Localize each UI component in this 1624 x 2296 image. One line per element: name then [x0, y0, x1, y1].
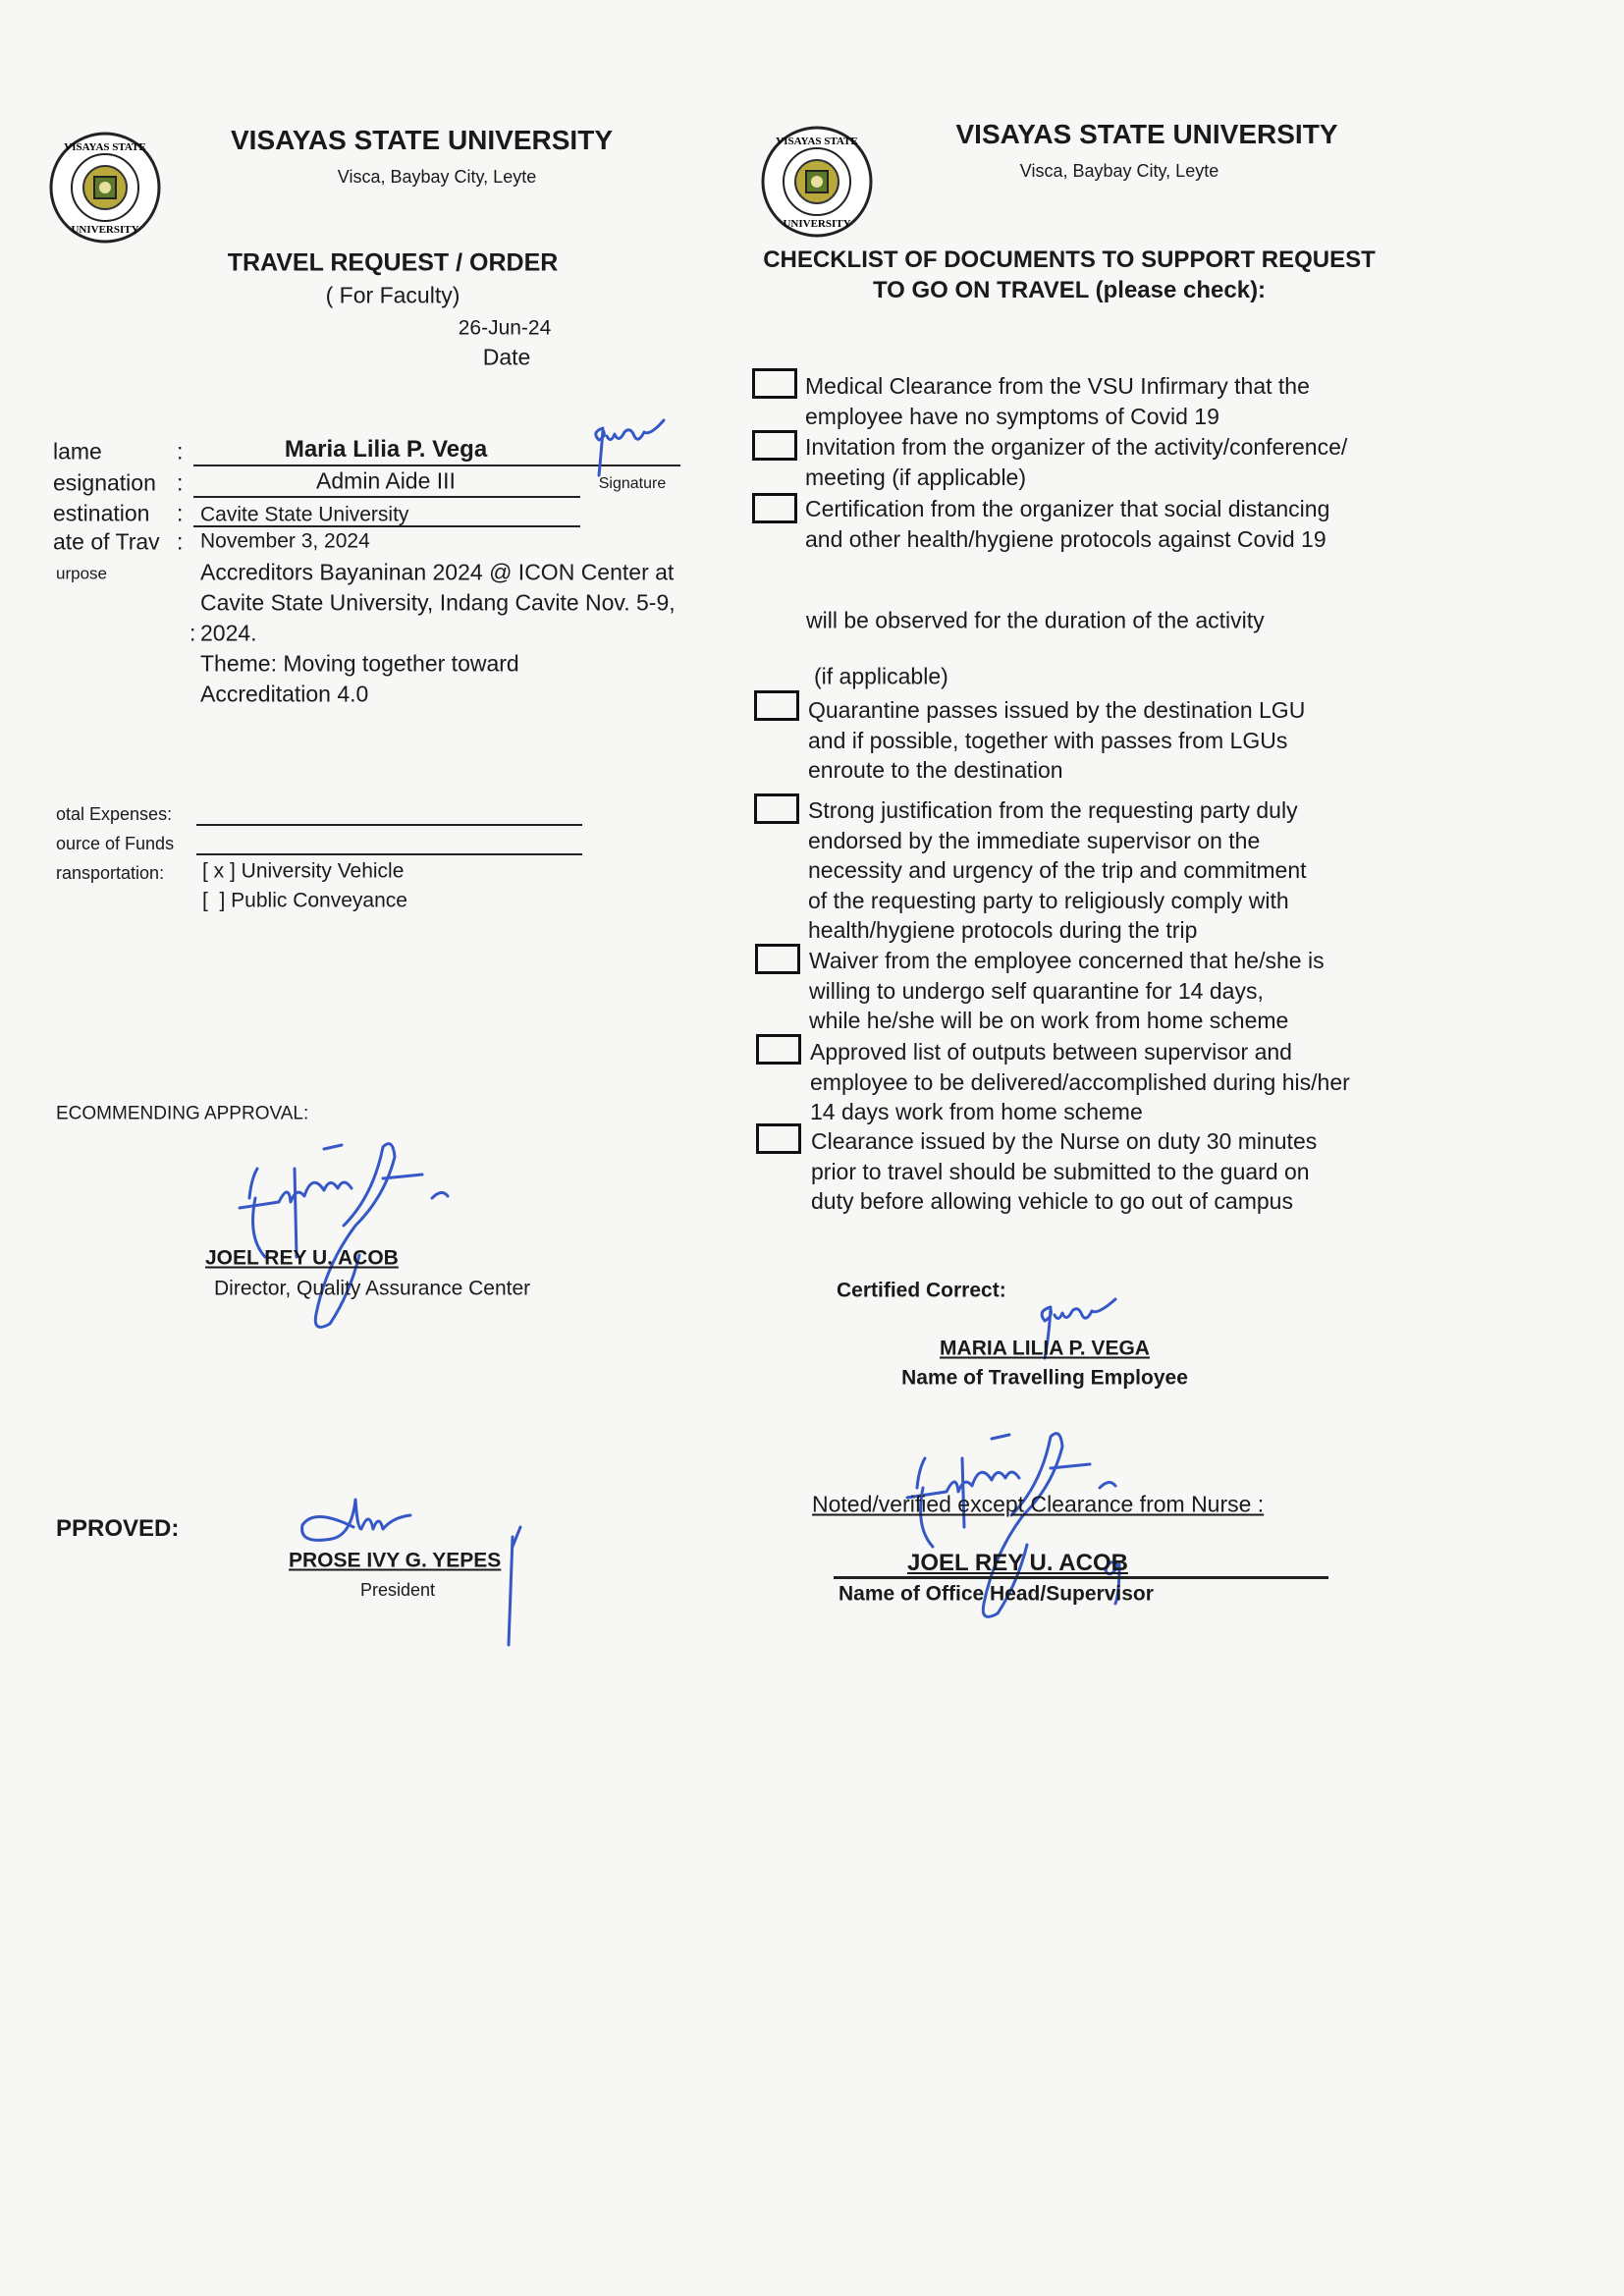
purpose-line: 2024.	[200, 620, 257, 646]
signature-vega-right	[1031, 1301, 1129, 1370]
certified-correct-label: Certified Correct:	[837, 1279, 1006, 1302]
office-head-caption: Name of Office Head/Supervisor	[839, 1582, 1154, 1606]
svg-text:VISAYAS STATE: VISAYAS STATE	[776, 136, 858, 147]
recommender-title: Director, Quality Assurance Center	[214, 1277, 531, 1300]
checklist-item: Certification from the organizer that social distancing and other health/hygiene protocols against Covid 19	[805, 496, 1330, 552]
checklist-heading: CHECKLIST OF DOCUMENTS TO SUPPORT REQUEST	[763, 246, 1376, 273]
purpose-line: Accreditation 4.0	[200, 681, 369, 707]
transport-option-public-conveyance: [ ] Public Conveyance	[202, 889, 407, 912]
checklist-checkbox[interactable]	[754, 793, 799, 824]
checklist-heading-2: TO GO ON TRAVEL (please check):	[872, 277, 1267, 303]
name-label: lame	[53, 438, 102, 465]
signature-label: Signature	[598, 475, 667, 492]
approved-label: PPROVED:	[56, 1515, 180, 1542]
purpose-label: urpose	[56, 564, 107, 583]
university-name: VISAYAS STATE UNIVERSITY	[231, 125, 613, 155]
colon: :	[177, 438, 184, 465]
purpose-line: Cavite State University, Indang Cavite Nov. 5-9,	[200, 589, 676, 616]
form-title: TRAVEL REQUEST / ORDER	[227, 248, 559, 277]
date-of-travel-value: November 3, 2024	[200, 529, 370, 553]
checklist-item: Medical Clearance from the VSU Infirmary that the employee have no symptoms of Covid 19	[805, 373, 1310, 429]
transport-option-university-vehicle: [ x ] University Vehicle	[202, 859, 405, 883]
checklist-checkbox[interactable]	[755, 944, 800, 974]
total-expenses-line	[196, 824, 582, 826]
checklist-item-continued: will be observed for the duration of the activity	[806, 607, 1265, 633]
colon: :	[189, 620, 196, 646]
checklist-item: Waiver from the employee concerned that he/she is willing to undergo self quarantine for 14 days, while he/she will be on work from home scheme	[809, 948, 1325, 1033]
employee-name: MARIA LILIA P. VEGA	[940, 1337, 1150, 1360]
checklist-item: Strong justification from the requesting party duly endorsed by the immediate supervisor on the necessity and urgency of the trip and commitment of the requesting party to religiously comply with health/hygiene protocols during the trip	[808, 797, 1307, 943]
noted-verified-label: Noted/verified except Clearance from Nurse :	[812, 1491, 1265, 1517]
purpose-line: Accreditors Bayaninan 2024 @ ICON Center at	[200, 559, 675, 585]
recommender-name: JOEL REY U. ACOB	[205, 1246, 399, 1270]
date-value: 26-Jun-24	[458, 316, 552, 340]
checklist-item-applicable: (if applicable)	[814, 663, 948, 689]
transportation-label: ransportation:	[56, 863, 165, 883]
office-head-name: JOEL REY U. ACOB	[907, 1550, 1128, 1576]
source-of-funds-line	[196, 853, 582, 855]
designation-value: Admin Aide III	[316, 467, 456, 494]
checklist-item: Approved list of outputs between supervisor and employee to be delivered/accomplished during his/her 14 days work from home scheme	[810, 1039, 1350, 1124]
signature-acob	[236, 1139, 491, 1336]
destination-underline	[193, 525, 580, 527]
svg-text:UNIVERSITY: UNIVERSITY	[783, 218, 851, 230]
employee-caption: Name of Travelling Employee	[901, 1366, 1188, 1390]
approver-title: President	[360, 1580, 436, 1600]
checklist-item: Invitation from the organizer of the activity/conference/ meeting (if applicable)	[805, 434, 1348, 490]
name-value: Maria Lilia P. Vega	[284, 436, 488, 463]
checklist-item: Quarantine passes issued by the destination LGU and if possible, together with passes from LGUs enroute to the destination	[808, 697, 1306, 783]
university-address-right: Visca, Baybay City, Leyte	[1019, 161, 1219, 181]
designation-label: esignation	[53, 469, 156, 496]
recommending-approval-label: ECOMMENDING APPROVAL:	[56, 1103, 309, 1124]
checklist-checkbox[interactable]	[756, 1123, 801, 1154]
total-expenses-label: otal Expenses:	[56, 804, 173, 824]
checklist-checkbox[interactable]	[756, 1034, 801, 1065]
date-of-travel-label: ate of Trav	[53, 528, 160, 555]
destination-value: Cavite State University	[200, 503, 409, 526]
signature-vega-left	[587, 424, 676, 483]
source-of-funds-label: ource of Funds	[56, 834, 175, 853]
checklist-item: Clearance issued by the Nurse on duty 30 minutes prior to travel should be submitted to the guard on duty before allowing vehicle to go out of campus	[811, 1128, 1318, 1214]
colon: :	[177, 500, 184, 526]
date-label: Date	[482, 344, 531, 370]
colon: :	[177, 469, 184, 496]
approver-name: PROSE IVY G. YEPES	[289, 1549, 502, 1572]
colon: :	[177, 528, 184, 555]
form-subtitle: ( For Faculty)	[325, 282, 460, 308]
checklist-checkbox[interactable]	[754, 690, 799, 721]
checklist-checkbox[interactable]	[752, 368, 797, 399]
designation-underline	[193, 496, 580, 498]
university-seal-right	[760, 125, 874, 239]
university-name-right: VISAYAS STATE UNIVERSITY	[955, 119, 1338, 149]
checklist-checkbox[interactable]	[752, 493, 797, 523]
destination-label: estination	[53, 500, 150, 526]
office-head-line	[834, 1576, 1328, 1579]
checklist-checkbox[interactable]	[752, 430, 797, 461]
svg-text:VISAYAS STATE: VISAYAS STATE	[64, 141, 146, 153]
university-address: Visca, Baybay City, Leyte	[337, 167, 537, 187]
purpose-line: Theme: Moving together toward	[200, 650, 519, 677]
university-seal-left	[48, 131, 162, 245]
svg-text:UNIVERSITY: UNIVERSITY	[71, 224, 139, 236]
